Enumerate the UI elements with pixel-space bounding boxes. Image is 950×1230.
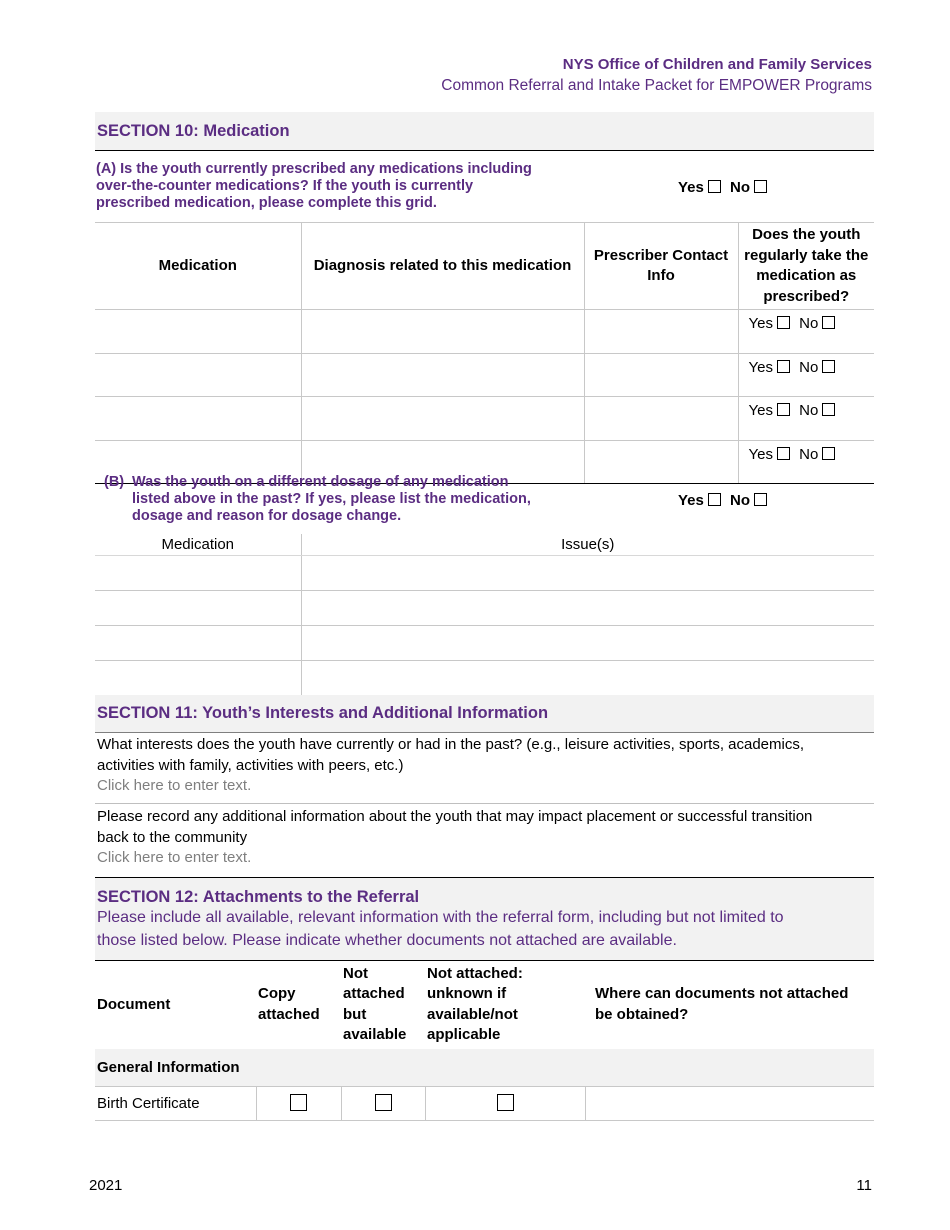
prescriber-cell[interactable] (584, 397, 738, 441)
not-attached-available-checkbox[interactable] (375, 1094, 392, 1111)
interests-input[interactable]: Click here to enter text. (97, 777, 252, 794)
dosage-issues-cell[interactable] (301, 626, 874, 661)
section-12-header (95, 877, 874, 961)
not-attached-unknown-checkbox[interactable] (497, 1094, 514, 1111)
adherence-cell: Yes No (738, 353, 874, 397)
diagnosis-cell[interactable] (301, 310, 584, 354)
dosage-issues-cell[interactable] (301, 556, 874, 591)
adherence-no-checkbox[interactable] (822, 316, 835, 329)
where-obtained-cell[interactable] (585, 1086, 874, 1120)
medication-row (95, 397, 874, 441)
header-org-name: NYS Office of Children and Family Services (562, 56, 872, 73)
dosage-medication-cell[interactable] (95, 661, 301, 696)
additional-info-question: Please record any additional information about the youth that may impact placement or successful transition back to the community Click here to enter text. (97, 807, 867, 869)
header-subtitle: Common Referral and Intake Packet for EMPOWER Programs (441, 77, 872, 94)
diagnosis-cell[interactable] (301, 353, 584, 397)
adherence-yes-checkbox[interactable] (777, 447, 790, 460)
question-a-no-checkbox[interactable] (754, 180, 767, 193)
document-name: Birth Certificate (95, 1086, 256, 1120)
question-b-no-checkbox[interactable] (754, 493, 767, 506)
question-b: Was the youth on a different dosage of any medication listed above in the past? If yes, please list the medication, dosage and reason for dosage change. (132, 474, 531, 524)
col-medication: Medication (95, 223, 301, 310)
att-col-not-attached: Not attached but available (341, 961, 425, 1049)
group-row (95, 1049, 874, 1087)
section-12-intro: Please include all available, relevant information with the referral form, including but not limited to those listed below. Please indicate whether documents not attached are available. (97, 909, 784, 949)
dosage-grid (95, 534, 874, 696)
attachments-table (95, 960, 874, 1121)
adherence-yes-checkbox[interactable] (777, 403, 790, 416)
adherence-yes-checkbox[interactable] (777, 316, 790, 329)
medication-cell[interactable] (95, 397, 301, 441)
interests-question: What interests does the youth have currently or had in the past? (e.g., leisure activities, sports, academics, activities with family, activities with peers, etc.) Click here to enter text. (97, 735, 867, 797)
section-10-title: SECTION 10: Medication (97, 122, 290, 140)
medication-row (95, 310, 874, 354)
adherence-cell: Yes No (738, 310, 874, 354)
adherence-yes-checkbox[interactable] (777, 360, 790, 373)
dosage-medication-cell[interactable] (95, 591, 301, 626)
dosage-medication-cell[interactable] (95, 556, 301, 591)
additional-info-input[interactable]: Click here to enter text. (97, 849, 252, 866)
dosage-row (95, 556, 874, 591)
dosage-row (95, 661, 874, 696)
att-col-copy: Copy attached (256, 961, 341, 1049)
group-general-information: General Information (95, 1049, 874, 1087)
adherence-no-checkbox[interactable] (822, 403, 835, 416)
question-b-yes-checkbox[interactable] (708, 493, 721, 506)
divider (95, 803, 874, 804)
copy-attached-checkbox[interactable] (290, 1094, 307, 1111)
adherence-no-checkbox[interactable] (822, 447, 835, 460)
col-prescriber: Prescriber Contact Info (584, 223, 738, 310)
medication-cell[interactable] (95, 353, 301, 397)
dosage-col-medication: Medication (95, 534, 301, 556)
question-b-prefix: (B) (104, 474, 125, 490)
att-col-where: Where can documents not attached be obtained? (585, 961, 874, 1049)
section-10-header (95, 112, 874, 151)
col-adherence: Does the youth regularly take the medication as prescribed? (738, 223, 874, 310)
question-a-yes-checkbox[interactable] (708, 180, 721, 193)
medication-grid (95, 222, 874, 484)
att-col-document: Document (95, 961, 256, 1049)
adherence-cell: Yes No (738, 397, 874, 441)
prescriber-cell[interactable] (584, 310, 738, 354)
att-col-unknown: Not attached: unknown if available/not applicable (425, 961, 585, 1049)
section-12-title: SECTION 12: Attachments to the Referral (97, 888, 420, 906)
medication-cell[interactable] (95, 310, 301, 354)
section-11-header (95, 695, 874, 733)
dosage-row (95, 626, 874, 661)
medication-row (95, 353, 874, 397)
adherence-no-checkbox[interactable] (822, 360, 835, 373)
col-diagnosis: Diagnosis related to this medication (301, 223, 584, 310)
question-a-yes-no: Yes No (678, 179, 772, 196)
question-a: (A) Is the youth currently prescribed any medications including over-the-counter medications? If the youth is currently prescribed medication, please complete this grid. (96, 161, 532, 211)
dosage-issues-cell[interactable] (301, 661, 874, 696)
dosage-medication-cell[interactable] (95, 626, 301, 661)
adherence-cell: Yes No (738, 440, 874, 484)
table-row (95, 1086, 874, 1120)
prescriber-cell[interactable] (584, 353, 738, 397)
section-11-title: SECTION 11: Youth’s Interests and Additional Information (97, 704, 549, 722)
dosage-row (95, 591, 874, 626)
diagnosis-cell[interactable] (301, 397, 584, 441)
footer-year: 2021 (89, 1177, 123, 1194)
dosage-issues-cell[interactable] (301, 591, 874, 626)
dosage-col-issues: Issue(s) (301, 534, 874, 556)
question-b-yes-no: Yes No (678, 492, 772, 509)
footer-page-number: 11 (856, 1177, 872, 1194)
